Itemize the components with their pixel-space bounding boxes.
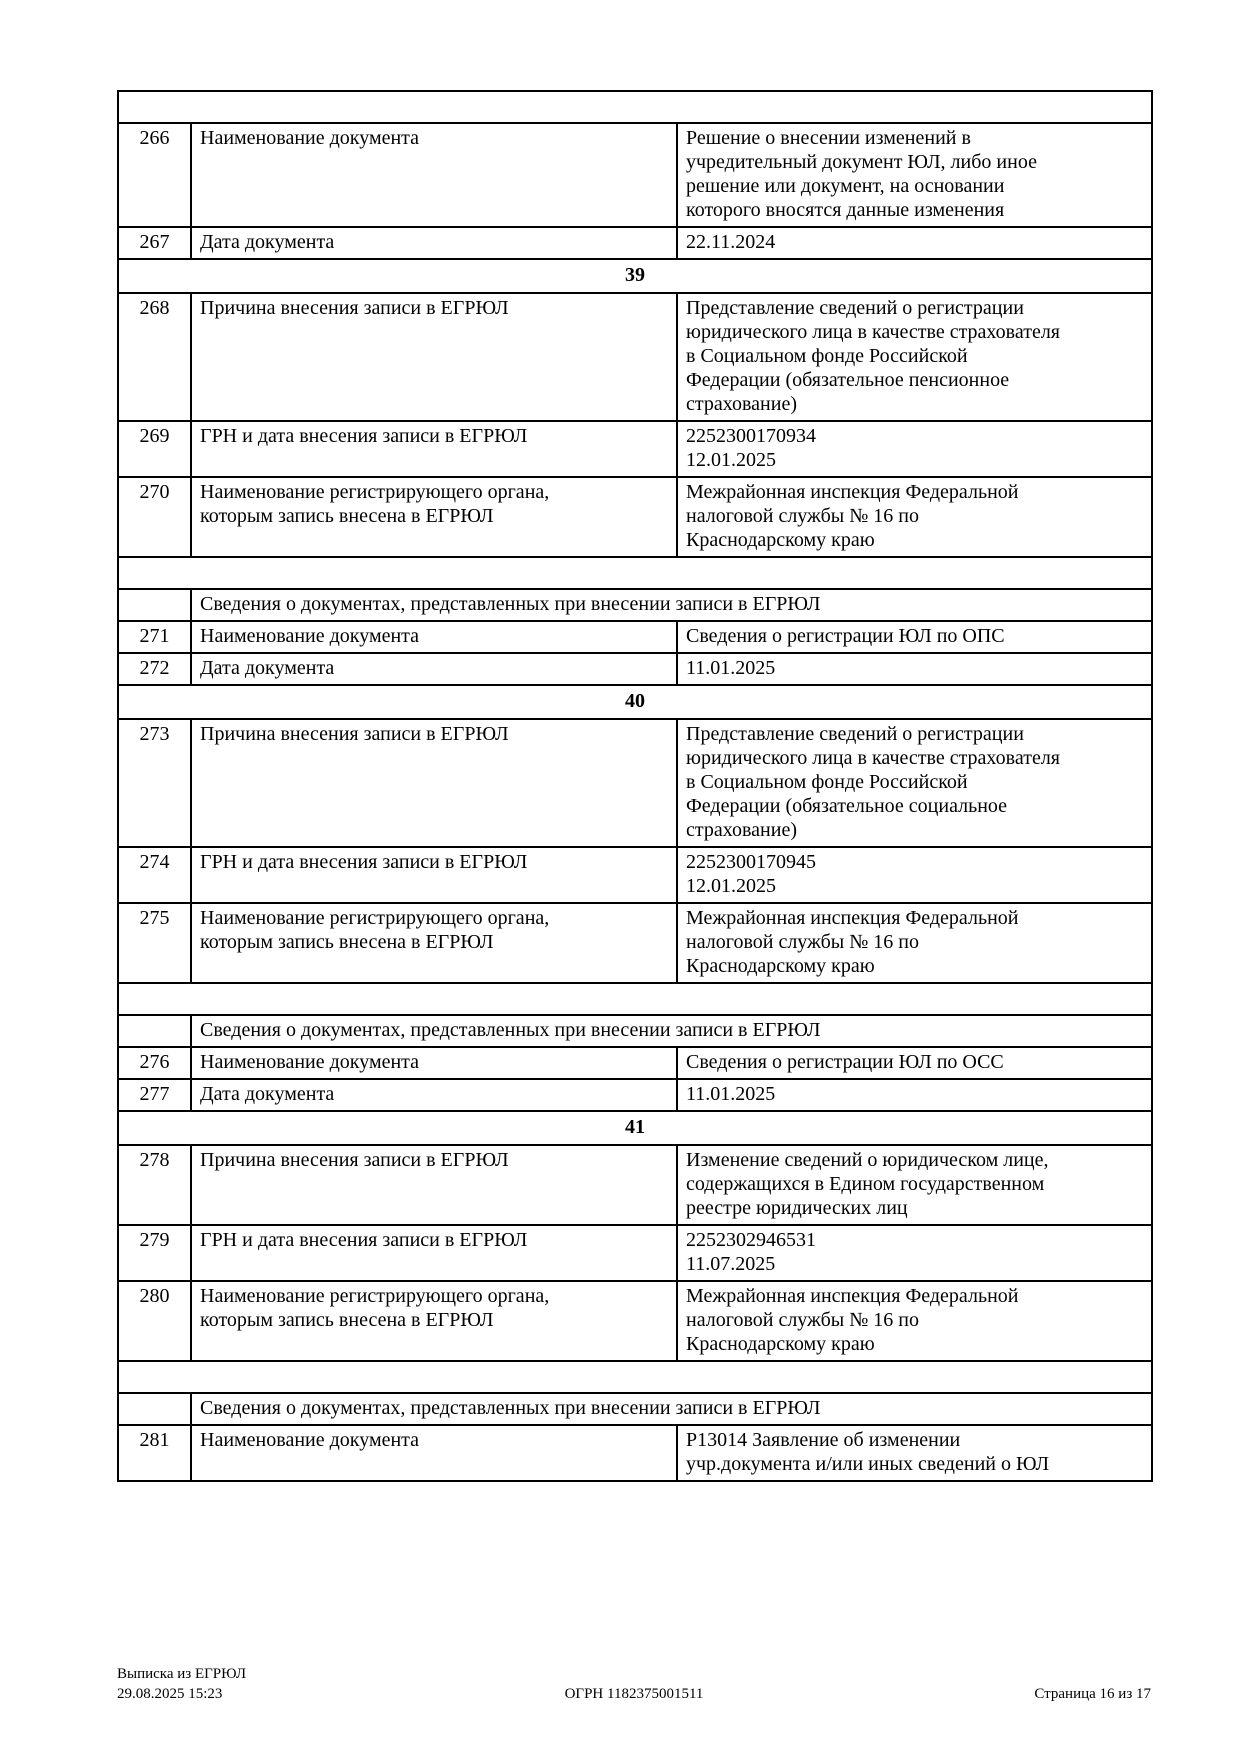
row-number: 279 — [118, 1225, 191, 1281]
value-line: юридического лица в качестве страхователя — [686, 747, 1061, 769]
label-line: Дата документа — [200, 657, 335, 679]
spacer-cell — [118, 557, 1152, 589]
value-line: налоговой службы № 16 по — [686, 931, 919, 953]
table-row — [118, 1281, 1152, 1361]
field-label — [191, 903, 677, 983]
field-label — [191, 227, 677, 259]
record-group-number: 40 — [118, 685, 1152, 719]
table-row — [118, 421, 1152, 477]
value-line: в Социальном фонде Российской — [686, 345, 968, 367]
field-label — [191, 293, 677, 421]
label-line: Наименование регистрирующего органа, — [200, 907, 550, 929]
field-label — [191, 477, 677, 557]
row-number: 271 — [118, 621, 191, 653]
table-row — [118, 1145, 1152, 1225]
label-line: ГРН и дата внесения записи в ЕГРЮЛ — [200, 1229, 528, 1251]
row-number: 278 — [118, 1145, 191, 1225]
field-label — [191, 621, 677, 653]
field-value — [677, 903, 1152, 983]
value-line: 12.01.2025 — [686, 449, 776, 471]
value-line: 2252300170934 — [686, 425, 816, 447]
field-value — [677, 1047, 1152, 1079]
record-group-row — [118, 685, 1152, 719]
row-number: 281 — [118, 1425, 191, 1481]
value-line: решение или документ, на основании — [686, 175, 1005, 197]
footer-document-type: Выписка из ЕГРЮЛ — [117, 1665, 246, 1682]
value-line: налоговой службы № 16 по — [686, 505, 919, 527]
spacer-cell — [118, 1361, 1152, 1393]
field-value — [677, 1079, 1152, 1111]
table-row — [118, 653, 1152, 685]
field-value — [677, 421, 1152, 477]
value-line: 12.01.2025 — [686, 875, 776, 897]
row-number: 270 — [118, 477, 191, 557]
label-line: Наименование документа — [200, 1051, 420, 1073]
value-line: Межрайонная инспекция Федеральной — [686, 1285, 1019, 1307]
value-line: Представление сведений о регистрации — [686, 297, 1024, 319]
footer-left-block — [117, 1664, 246, 1705]
row-number: 274 — [118, 847, 191, 903]
value-line: 2252300170945 — [686, 851, 816, 873]
label-line: которым запись внесена в ЕГРЮЛ — [200, 1309, 494, 1331]
value-line: Сведения о регистрации ЮЛ по ОСС — [686, 1051, 1004, 1073]
label-line: ГРН и дата внесения записи в ЕГРЮЛ — [200, 851, 528, 873]
field-value — [677, 1281, 1152, 1361]
field-label — [191, 1145, 677, 1225]
record-group-number: 39 — [118, 259, 1152, 293]
field-value — [677, 477, 1152, 557]
value-line: 11.01.2025 — [686, 1083, 776, 1105]
table-row — [118, 293, 1152, 421]
documents-section-header: Сведения о документах, представленных при внесении записи в ЕГРЮЛ — [191, 589, 1152, 621]
record-group-row — [118, 259, 1152, 293]
value-line: Краснодарскому краю — [686, 955, 875, 977]
table-row — [118, 477, 1152, 557]
row-number: 268 — [118, 293, 191, 421]
value-line: в Социальном фонде Российской — [686, 771, 968, 793]
row-number: 267 — [118, 227, 191, 259]
value-line: Изменение сведений о юридическом лице, — [686, 1149, 1049, 1171]
footer-ogrn: ОГРН 1182375001511 — [564, 1685, 704, 1702]
value-line: 11.01.2025 — [686, 657, 776, 679]
record-group-row — [118, 1111, 1152, 1145]
documents-header-row — [118, 1393, 1152, 1425]
value-line: Межрайонная инспекция Федеральной — [686, 907, 1019, 929]
label-line: Дата документа — [200, 1083, 335, 1105]
row-number: 269 — [118, 421, 191, 477]
label-line: Наименование документа — [200, 127, 420, 149]
field-label — [191, 123, 677, 227]
field-label — [191, 1225, 677, 1281]
row-number: 277 — [118, 1079, 191, 1111]
value-line: Федерации (обязательное пенсионное — [686, 369, 1010, 391]
field-label — [191, 1281, 677, 1361]
field-value — [677, 123, 1152, 227]
value-line: Краснодарскому краю — [686, 529, 875, 551]
value-line: 22.11.2024 — [686, 231, 776, 253]
label-line: Причина внесения записи в ЕГРЮЛ — [200, 297, 509, 319]
spacer-row — [118, 557, 1152, 589]
label-line: Наименование регистрирующего органа, — [200, 1285, 550, 1307]
value-line: содержащихся в Едином государственном — [686, 1173, 1045, 1195]
label-line: Причина внесения записи в ЕГРЮЛ — [200, 1149, 509, 1171]
value-line: Межрайонная инспекция Федеральной — [686, 481, 1019, 503]
field-label — [191, 653, 677, 685]
table-row — [118, 1425, 1152, 1481]
row-number: 272 — [118, 653, 191, 685]
row-number: 266 — [118, 123, 191, 227]
row-number: 275 — [118, 903, 191, 983]
value-line: Представление сведений о регистрации — [686, 723, 1024, 745]
field-value — [677, 293, 1152, 421]
record-group-number: 41 — [118, 1111, 1152, 1145]
label-line: Наименование регистрирующего органа, — [200, 481, 550, 503]
egrul-records-table — [117, 90, 1153, 1482]
field-label — [191, 1079, 677, 1111]
empty-cell — [118, 1393, 191, 1425]
value-line: Сведения о регистрации ЮЛ по ОПС — [686, 625, 1005, 647]
field-value — [677, 1145, 1152, 1225]
field-value — [677, 1425, 1152, 1481]
value-line: учр.документа и/или иных сведений о ЮЛ — [686, 1453, 1050, 1475]
value-line: налоговой службы № 16 по — [686, 1309, 919, 1331]
field-value — [677, 719, 1152, 847]
empty-cell — [118, 589, 191, 621]
label-line: Наименование документа — [200, 625, 420, 647]
documents-section-header: Сведения о документах, представленных при внесении записи в ЕГРЮЛ — [191, 1015, 1152, 1047]
table-row — [118, 719, 1152, 847]
value-line: Решение о внесении изменений в — [686, 127, 971, 149]
row-number: 276 — [118, 1047, 191, 1079]
field-value — [677, 227, 1152, 259]
documents-header-row — [118, 1015, 1152, 1047]
table-row — [118, 847, 1152, 903]
label-line: ГРН и дата внесения записи в ЕГРЮЛ — [200, 425, 528, 447]
empty-cell — [118, 1015, 191, 1047]
spacer-row — [118, 983, 1152, 1015]
field-label — [191, 1047, 677, 1079]
value-line: Р13014 Заявление об изменении — [686, 1429, 961, 1451]
field-value — [677, 621, 1152, 653]
value-line: страхование) — [686, 393, 797, 415]
label-line: Дата документа — [200, 231, 335, 253]
field-value — [677, 847, 1152, 903]
value-line: юридического лица в качестве страхователя — [686, 321, 1061, 343]
label-line: Наименование документа — [200, 1429, 420, 1451]
documents-section-header: Сведения о документах, представленных при внесении записи в ЕГРЮЛ — [191, 1393, 1152, 1425]
spacer-row — [118, 1361, 1152, 1393]
field-label — [191, 847, 677, 903]
label-line: Причина внесения записи в ЕГРЮЛ — [200, 723, 509, 745]
value-line: 11.07.2025 — [686, 1253, 776, 1275]
table-row — [118, 621, 1152, 653]
footer-page-number: Страница 16 из 17 — [1034, 1685, 1151, 1702]
row-number: 273 — [118, 719, 191, 847]
table-row — [118, 1079, 1152, 1111]
table-row — [118, 227, 1152, 259]
spacer-cell — [118, 983, 1152, 1015]
value-line: 2252302946531 — [686, 1229, 816, 1251]
row-number: 280 — [118, 1281, 191, 1361]
spacer-cell — [118, 91, 1152, 123]
footer-datetime: 29.08.2025 15:23 — [117, 1685, 223, 1702]
label-line: которым запись внесена в ЕГРЮЛ — [200, 931, 494, 953]
documents-header-row — [118, 589, 1152, 621]
field-value — [677, 1225, 1152, 1281]
field-label — [191, 421, 677, 477]
page-footer — [117, 1662, 1151, 1704]
value-line: Федерации (обязательное социальное — [686, 795, 1008, 817]
value-line: которого вносятся данные изменения — [686, 199, 1005, 221]
field-label — [191, 1425, 677, 1481]
table-row — [118, 903, 1152, 983]
table-row — [118, 1225, 1152, 1281]
spacer-row — [118, 91, 1152, 123]
table-row — [118, 1047, 1152, 1079]
table-row — [118, 123, 1152, 227]
value-line: учредительный документ ЮЛ, либо иное — [686, 151, 1037, 173]
field-value — [677, 653, 1152, 685]
field-label — [191, 719, 677, 847]
label-line: которым запись внесена в ЕГРЮЛ — [200, 505, 494, 527]
value-line: страхование) — [686, 819, 797, 841]
value-line: Краснодарскому краю — [686, 1333, 875, 1355]
value-line: реестре юридических лиц — [686, 1197, 908, 1219]
